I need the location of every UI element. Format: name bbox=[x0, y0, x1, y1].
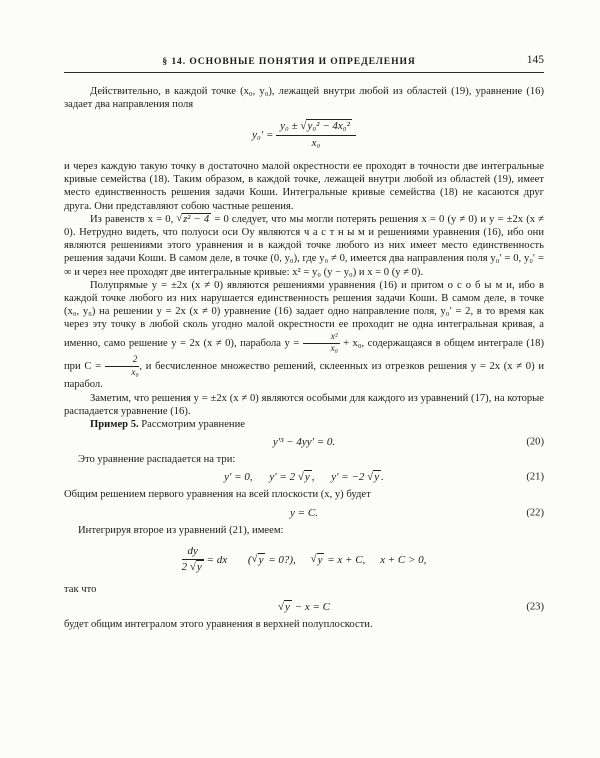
fraction-numerator bbox=[276, 120, 356, 136]
radical-sign: √ bbox=[251, 553, 258, 565]
fraction-denominator bbox=[182, 560, 204, 575]
equation-part: = x + C, bbox=[324, 553, 366, 566]
equation-21 bbox=[64, 471, 544, 483]
equation-part: y′ = 2 bbox=[269, 471, 298, 484]
sqrt-radical bbox=[278, 600, 292, 613]
sqrt-radical bbox=[367, 470, 381, 483]
paragraph-text: Из равенств x = 0, bbox=[90, 213, 177, 225]
fraction-numerator: x² bbox=[303, 332, 340, 344]
radical-sign: √ bbox=[367, 470, 374, 483]
radicand: y bbox=[258, 553, 264, 566]
numerator-text: y₀ ± bbox=[280, 120, 301, 133]
paragraph-text: + x₀, содержащаяся в общем интеграле (18) при C = bbox=[64, 337, 544, 373]
radical-sign: √ bbox=[189, 560, 196, 573]
paragraph-so-that: так что bbox=[64, 584, 97, 596]
fraction bbox=[182, 545, 204, 576]
radicand: y bbox=[374, 471, 380, 484]
paragraph-lost-solutions bbox=[64, 213, 544, 279]
sqrt-radical bbox=[252, 553, 266, 566]
paragraph-text: Рассмотрим уравнение bbox=[138, 418, 245, 430]
sqrt-radical bbox=[311, 554, 325, 566]
example-label: Пример 5. bbox=[90, 418, 139, 430]
paragraph-integrating: Интегрируя второе из уравнений (21), имеем: bbox=[78, 524, 284, 536]
section-header: § 14. ОСНОВНЫЕ ПОНЯТИЯ И ОПРЕДЕЛЕНИЯ bbox=[162, 56, 416, 67]
equation-number: (23) bbox=[526, 601, 544, 613]
radicand: y₀² − 4x₀² bbox=[307, 120, 350, 133]
paragraph-example-5 bbox=[64, 418, 544, 431]
radicand: z² − 4 bbox=[183, 213, 210, 225]
paragraph-text: Полупрямые y = ±2x (x ≠ 0) являются решениями уравнения (16) и притом о с о б ы м и, ибо в каждой точке любого из них нарушается единственность решения задачи Коши. В самом деле, в точке (x₀, y₀) на решении y = 2x (x ≠ 0) уравнение (16) задает одно направление поля, y₀′ = 2, в то время как через эту точку в любой сколь угодно малой окрестности ее проходит не одна интегральная кривая, а именно, само решение y = 2x (x ≠ 0), парабола y = bbox=[64, 279, 544, 349]
paragraph-conclusion: будет общим интегралом этого уравнения в верхней полуплоскости. bbox=[64, 619, 373, 631]
equation-number: (20) bbox=[526, 436, 544, 448]
sqrt-radical bbox=[176, 213, 211, 225]
paragraph-two-curves: и через каждую такую точку в достаточно малой окрестности ее проходят в точности две интегральные кривые семейства (18). Таким образом, в каждой точке, лежащей внутри любой из областей (19), имеет место единственность решения задачи Коши. Интегральные кривые семейства (18) не касаются друг друга. Они представляют собою частные решения. bbox=[64, 160, 544, 212]
radicand: y bbox=[317, 553, 323, 566]
fraction-denominator: x₀ bbox=[311, 137, 321, 150]
paragraph-text: , и бесчисленное множество решений, склеенных из отрезков решения y = 2x (x ≠ 0) и парабол. bbox=[64, 361, 544, 391]
equation-part: y′ = −2 bbox=[331, 471, 368, 484]
equation-body: y′³ − 4yy′ = 0. bbox=[272, 436, 336, 449]
denominator-text: 2 bbox=[181, 561, 190, 574]
fraction-numerator: 2 bbox=[105, 355, 140, 367]
page-number: 145 bbox=[526, 54, 544, 66]
equation-integration-steps bbox=[64, 545, 544, 576]
paragraph-singular-lines bbox=[64, 279, 544, 392]
fraction-numerator: dy bbox=[182, 545, 204, 561]
paragraph-intro: Действительно, в каждой точке (x₀, y₀), лежащей внутри любой из областей (19), уравнение (16) задает два направления поля bbox=[64, 86, 544, 111]
paragraph-text: = 0 следует, что мы могли потерять решения x = 0 (y ≠ 0) и y = ±2x (x ≠ 0). Нетрудно видеть, что полуоси оси Oy являются ч а с т н ы м и решениями уравнения (16), ибо они являются решениями этого уравнения и в каждой точке любого из них имеет место единственность решения задачи Коши. В самом деле, в точке (0, y₀), где y₀ ≠ 0, имеется два направления поля y₀′ = 0, y₀′ = ∞ и через нее проходят две интегральные кривые: x² = y₀ (y − y₀) и x = 0 (y ≠ 0). bbox=[64, 213, 544, 278]
inline-fraction bbox=[303, 332, 340, 355]
paragraph-general-solution: Общим решением первого уравнения на всей плоскости (x, y) будет bbox=[64, 489, 371, 501]
equation-part: . bbox=[381, 471, 384, 484]
equation-body: y = C. bbox=[290, 506, 318, 519]
fraction bbox=[276, 120, 356, 151]
sqrt-radical bbox=[300, 119, 351, 132]
radical-sign: √ bbox=[300, 119, 307, 132]
equation-part: x + C > 0, bbox=[380, 553, 427, 566]
header-rule bbox=[64, 72, 544, 73]
paragraph-splits-three: Это уравнение распадается на три: bbox=[78, 454, 236, 466]
equation-20 bbox=[64, 436, 544, 448]
radicand: y bbox=[304, 471, 310, 484]
equation-number: (22) bbox=[526, 507, 544, 519]
radicand: y bbox=[285, 601, 290, 614]
equation-field-directions bbox=[64, 120, 544, 151]
inline-fraction bbox=[105, 355, 140, 378]
equation-part: = 0?), bbox=[265, 553, 296, 566]
radical-sign: √ bbox=[297, 470, 304, 483]
running-header bbox=[64, 56, 544, 71]
radicand: y bbox=[196, 561, 202, 574]
equation-part: , bbox=[311, 471, 315, 484]
equation-23 bbox=[64, 601, 544, 613]
fraction-denominator: x₀ bbox=[330, 344, 338, 355]
radical-sign: √ bbox=[310, 553, 317, 565]
equation-lhs: y₀′ = bbox=[252, 129, 277, 142]
radical-sign: √ bbox=[176, 213, 183, 225]
fraction-denominator: x₀ bbox=[131, 367, 139, 378]
sqrt-radical bbox=[298, 470, 312, 483]
equation-part: = dx bbox=[203, 553, 228, 566]
sqrt-radical bbox=[190, 560, 204, 573]
equation-part: ( bbox=[247, 553, 252, 566]
radical-sign: √ bbox=[277, 600, 285, 613]
paragraph-note: Заметим, что решения y = ±2x (x ≠ 0) являются особыми для каждого из уравнений (17), на которые распадается уравнение (16). bbox=[64, 392, 544, 417]
equation-number: (21) bbox=[526, 471, 544, 483]
equation-part: y′ = 0, bbox=[224, 471, 253, 484]
equation-part: − x = C bbox=[291, 601, 330, 614]
equation-22 bbox=[64, 507, 544, 519]
